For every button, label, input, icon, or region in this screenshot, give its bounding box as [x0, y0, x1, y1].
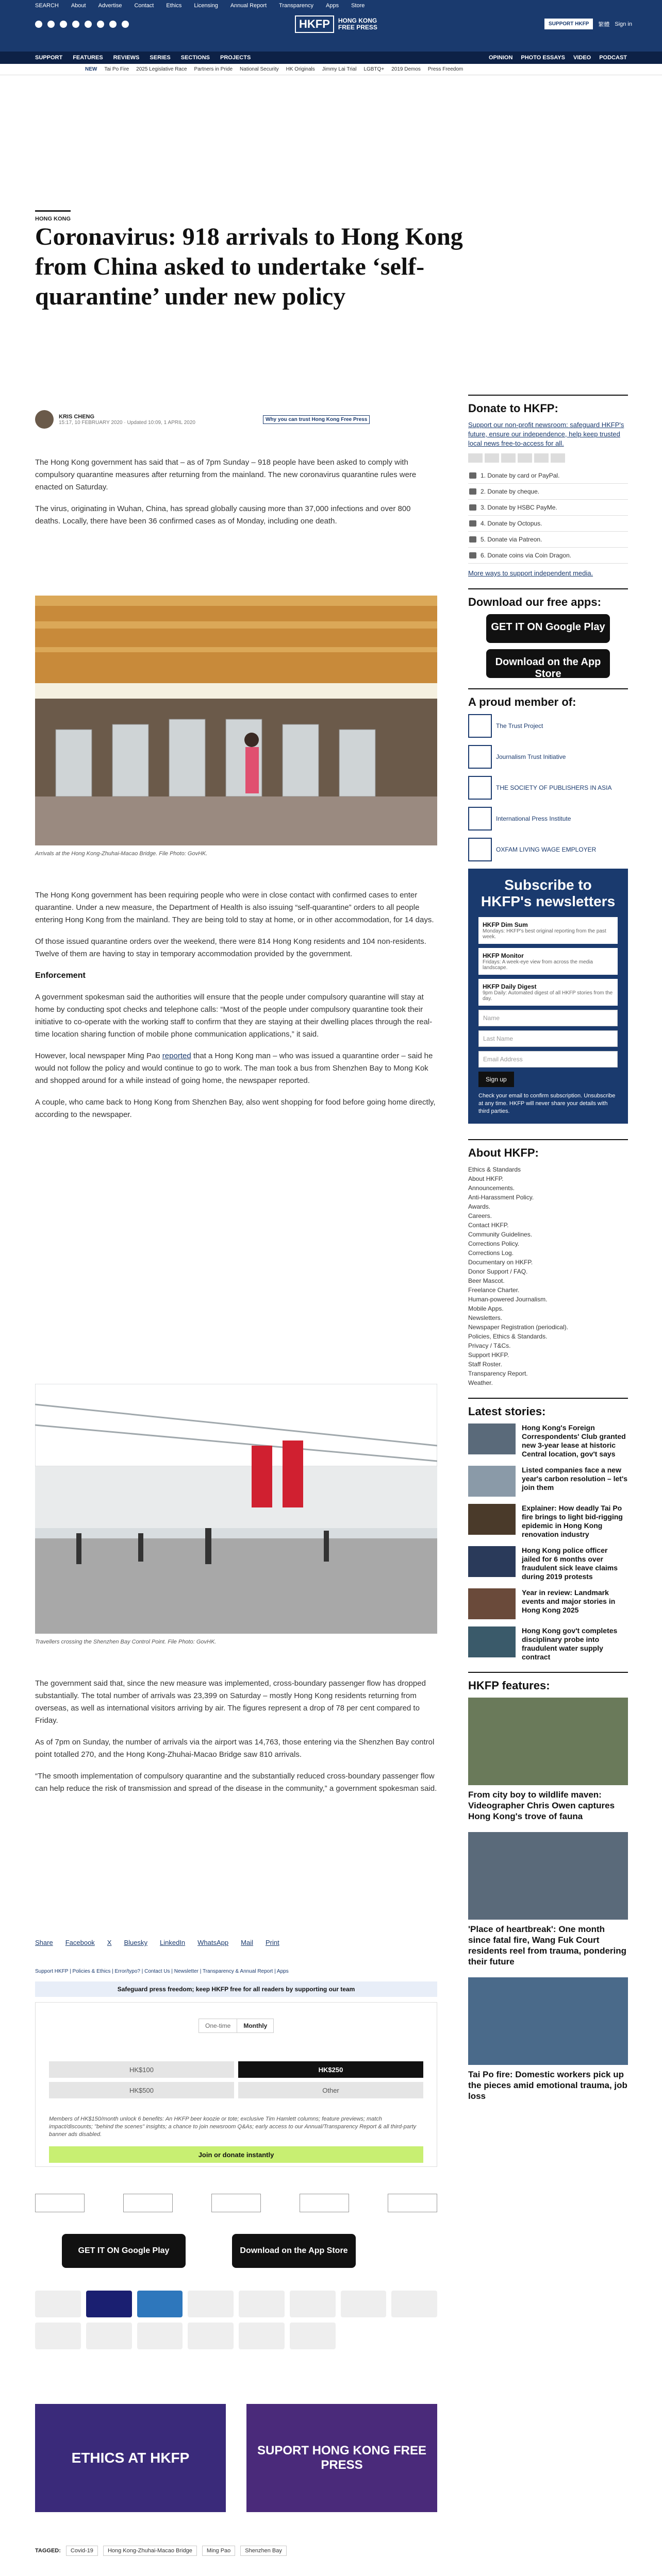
about-link[interactable]: Human-powered Journalism.: [468, 1296, 548, 1303]
about-link[interactable]: Weather.: [468, 1379, 493, 1386]
paragraph: The virus, originating in Wuhan, China, has spread globally causing more than 37,000 infections and over 800 deaths. Locally, there have been 36 confirmed cases as of Monday, including one death.: [35, 504, 411, 526]
feature-title[interactable]: From city boy to wildlife maven: Videographer Chris Owen captures Hong Kong's trove of fauna: [468, 1790, 615, 1821]
newsletter-title: Subscribe to HKFP's newsletters: [481, 877, 616, 909]
photo-caption: Arrivals at the Hong Kong-Zhuhai-Macao Bridge. File Photo: GovHK.: [35, 851, 208, 857]
about-link[interactable]: Documentary on HKFP.: [468, 1259, 533, 1266]
amex-icon: [137, 2291, 183, 2317]
nav-video[interactable]: VIDEO: [573, 55, 591, 61]
trust-project-logo[interactable]: [35, 2194, 85, 2212]
member-name: International Press Institute: [496, 815, 571, 822]
latest-story[interactable]: [468, 1423, 628, 1459]
alipay-icon: [341, 2291, 387, 2317]
apps-title: Download our free apps:: [468, 596, 601, 608]
tag-item[interactable]: Covid-19: [66, 2546, 98, 2556]
section-heading: Enforcement: [35, 971, 86, 980]
story-thumbnail: [468, 1466, 516, 1497]
mastercard-icon: [35, 2291, 81, 2317]
article-body-2: [35, 889, 437, 1130]
donate-widget: [468, 395, 628, 578]
about-link[interactable]: Careers.: [468, 1212, 492, 1219]
paragraph: [35, 1050, 437, 1087]
facebook-icon[interactable]: [35, 21, 42, 28]
tag-item[interactable]: Ming Pao: [202, 2546, 235, 2556]
paragraph: The government said that, since the new measure was implemented, cross-boundary passenger flow has dropped substantially. The total number of arrivals was 23,399 on Saturday – mostly Hong Kong residents returning from overseas, as well as international visitors arriving by air. The figures represent a drop of 78 per cent compared to Friday.: [35, 1679, 426, 1725]
about-link[interactable]: Corrections Policy.: [468, 1240, 520, 1247]
tag-item[interactable]: Hong Kong-Zhuhai-Macao Bridge: [103, 2546, 197, 2556]
about-link[interactable]: Staff Roster.: [468, 1361, 502, 1368]
newsletter-email-input[interactable]: Email Address: [478, 1051, 618, 1067]
apple-pay-icon: [290, 2323, 336, 2349]
search-link[interactable]: SEARCH: [35, 3, 59, 9]
photo-arrivals: [35, 596, 437, 845]
trending-item[interactable]: Partners in Pride: [194, 66, 233, 72]
share-mail[interactable]: Mail: [241, 1939, 253, 1946]
amount-500[interactable]: HK$500: [49, 2082, 234, 2098]
trending-item[interactable]: LGBTQ+: [363, 66, 385, 72]
latest-title: Latest stories:: [468, 1405, 546, 1418]
newsletter-option-desc: 9pm Daily: Automated digest of all HKFP stories from the day.: [483, 990, 613, 1002]
share-whatsapp[interactable]: WhatsApp: [197, 1939, 229, 1946]
nav-opinion[interactable]: OPINION: [488, 55, 513, 61]
payment-methods: [35, 2291, 437, 2349]
nav-features[interactable]: FEATURES: [73, 55, 103, 61]
member-title: A proud member of:: [468, 696, 576, 708]
payment-icon: [468, 453, 483, 463]
member-widget: [468, 688, 628, 861]
member-item[interactable]: [468, 776, 628, 800]
newsletter-option-name: HKFP Monitor: [483, 952, 524, 959]
article-body-3: [35, 1677, 437, 1804]
support-hkfp-button[interactable]: SUPPORT HKFP: [544, 19, 593, 29]
store-link[interactable]: Store: [351, 3, 365, 9]
nav-right: [489, 55, 627, 61]
member-item[interactable]: [468, 714, 628, 738]
feature-title[interactable]: 'Place of heartbreak': One month since fatal fire, Wang Fuk Court residents reel from trauma, pondering their future: [468, 1924, 627, 1967]
apps-link[interactable]: Apps: [326, 3, 339, 9]
patreon-icon: [35, 2323, 81, 2349]
newsletter-option-name: HKFP Daily Digest: [483, 983, 537, 990]
publish-date: 15:17, 10 FEBRUARY 2020 · Updated 10:09, 1 APRIL 2020: [59, 419, 195, 426]
member-item[interactable]: [468, 745, 628, 769]
contact-link[interactable]: Contact: [134, 3, 154, 9]
trending-item[interactable]: HK Originals: [286, 66, 315, 72]
feature-title[interactable]: Tai Po fire: Domestic workers pick up the pieces amid emotional trauma, job loss: [468, 2070, 627, 2101]
nav-photo-essays[interactable]: PHOTO ESSAYS: [521, 55, 565, 61]
features-widget: [468, 1672, 628, 2102]
ethics-link[interactable]: Ethics: [166, 3, 182, 9]
newsletter-signup-button[interactable]: Sign up: [478, 1072, 514, 1087]
about-link[interactable]: Contact HKFP.: [468, 1222, 509, 1229]
donate-option[interactable]: 4. Donate by Octopus.: [468, 516, 628, 532]
unionpay-icon: [188, 2291, 234, 2317]
sopa-logo[interactable]: [211, 2194, 261, 2212]
about-link[interactable]: Beer Mascot.: [468, 1277, 505, 1284]
article-body-1: [35, 456, 437, 537]
support-links[interactable]: Support HKFP | Policies & Ethics | Error/typo? | Contact Us | Newsletter | Transparency & Annual Report | Apps: [35, 1969, 289, 1974]
trending-item[interactable]: 2019 Demos: [391, 66, 421, 72]
freq-one-time[interactable]: One-time: [205, 2022, 231, 2029]
about-link[interactable]: Awards.: [468, 1203, 491, 1210]
transparency-link[interactable]: Transparency: [279, 3, 313, 9]
x-icon[interactable]: [47, 21, 55, 28]
ethics-promo[interactable]: ETHICS AT HKFP: [35, 2404, 226, 2512]
photo-shenzhen-bay: [35, 1384, 437, 1634]
about-link[interactable]: About: [71, 3, 86, 9]
sidebar: [468, 395, 628, 2112]
ming-pao-link[interactable]: reported: [162, 1052, 191, 1060]
bank-icon: [188, 2323, 234, 2349]
share-print[interactable]: Print: [265, 1939, 279, 1946]
app-badges-row: [62, 2234, 356, 2268]
trust-badge[interactable]: Why you can trust Hong Kong Free Press: [263, 415, 370, 424]
latest-story[interactable]: [468, 1466, 628, 1497]
sidebar-google-play[interactable]: GET IT ON Google Play: [486, 614, 610, 643]
telegram-icon[interactable]: [122, 21, 129, 28]
hkfp-logo[interactable]: [295, 15, 377, 33]
member-item[interactable]: [468, 807, 628, 831]
payment-icon: [518, 453, 532, 463]
jti-logo[interactable]: [123, 2194, 173, 2212]
byline: [35, 410, 195, 429]
trending-new-label: NEW: [85, 66, 97, 72]
story-title: Hong Kong's Foreign Correspondents' Club granted new 3-year lease at historic Central location, gov't says: [522, 1423, 626, 1458]
newsletter-option[interactable]: [478, 948, 618, 975]
member-name: OXFAM LIVING WAGE EMPLOYER: [496, 846, 597, 853]
donate-text-link[interactable]: Support our non-profit newsroom: safeguard HKFP's future, ensure our independence, help keep trusted local news free-to-access for all.: [468, 421, 624, 447]
licensing-link[interactable]: Licensing: [194, 3, 218, 9]
article-title: Coronavirus: 918 arrivals to Hong Kong from China asked to undertake ‘self-quarantine’ under new policy: [35, 223, 463, 310]
about-link[interactable]: Newspaper Registration (periodical).: [468, 1324, 569, 1331]
feature-image[interactable]: [468, 1698, 628, 1785]
paragraph-text: that a Hong Kong man – who was issued a quarantine order – said he would not follow the policy and would continue to go to work. The man took a bus from Shenzhen Bay to Mong Kok and shopped around for a while instead of going home, the newspaper reported.: [35, 1052, 433, 1085]
payment-icon: [501, 453, 516, 463]
latest-story[interactable]: [468, 1588, 628, 1619]
octopus-icon: [290, 2291, 336, 2317]
about-link[interactable]: Community Guidelines.: [468, 1231, 533, 1238]
member-name: Journalism Trust Initiative: [496, 753, 566, 760]
language-switch[interactable]: 繁體: [598, 21, 610, 28]
donate-title: Donate to HKFP:: [468, 402, 558, 415]
nav-support[interactable]: SUPPORT: [35, 55, 63, 61]
masthead: [0, 11, 662, 52]
trending-bar: [0, 64, 662, 75]
about-link[interactable]: Privacy / T&Cs.: [468, 1342, 511, 1349]
newsletter-lastname-input[interactable]: Last Name: [478, 1030, 618, 1047]
paragraph: A couple, who came back to Hong Kong from Shenzhen Bay, also went shopping for food before going home directly, according to the newspaper.: [35, 1098, 436, 1119]
paragraph: A government spokesman said the authorities will ensure that the people under compulsory quarantine will stay at home by conducting spot checks and telephone calls: “Most of the people under compulsory quarantine took their initiative to co-operate with the working staff to confirm that they are staying at their dwelling places through the real-time location sharing function of mobile phone communication applications,” it said.: [35, 993, 433, 1039]
feature-image[interactable]: [468, 1832, 628, 1920]
donate-payment-icons: [468, 453, 628, 463]
apps-widget: [468, 588, 628, 678]
trending-item[interactable]: Press Freedom: [427, 66, 464, 72]
story-title: Hong Kong police officer jailed for 6 months over fraudulent sick leave claims during 2019 protests: [522, 1546, 618, 1581]
logo-mark: HKFP: [295, 15, 334, 33]
newsletter-widget: [468, 869, 628, 1124]
tag-item[interactable]: Shenzhen Bay: [240, 2546, 287, 2556]
story-thumbnail: [468, 1423, 516, 1454]
share-facebook[interactable]: Facebook: [65, 1939, 95, 1946]
trending-item[interactable]: National Security: [240, 66, 279, 72]
threads-icon[interactable]: [85, 21, 92, 28]
nav-reviews[interactable]: REVIEWS: [113, 55, 140, 61]
amount-other[interactable]: Other: [238, 2082, 423, 2098]
story-thumbnail: [468, 1504, 516, 1535]
freq-monthly[interactable]: Monthly: [237, 2019, 273, 2032]
latest-story[interactable]: [468, 1626, 628, 1662]
annual-report-link[interactable]: Annual Report: [230, 3, 267, 9]
trending-item[interactable]: Jimmy Lai Trial: [322, 66, 357, 72]
google-play-badge[interactable]: GET IT ON Google Play: [62, 2234, 186, 2268]
features-title: HKFP features:: [468, 1679, 550, 1692]
category-label[interactable]: HONG KONG: [35, 210, 71, 222]
google-pay-icon: [239, 2323, 285, 2349]
feature-image[interactable]: [468, 1977, 628, 2065]
tags-row: [35, 2546, 287, 2556]
about-link[interactable]: Corrections Log.: [468, 1249, 514, 1257]
frequency-toggle: [198, 2019, 274, 2033]
newsletter-option[interactable]: [478, 917, 618, 944]
join-donate-button[interactable]: Join or donate instantly: [49, 2146, 423, 2163]
nav-projects[interactable]: PROJECTS: [220, 55, 251, 61]
donate-option[interactable]: 2. Donate by cheque.: [468, 484, 628, 500]
newsletter-note: Check your email to confirm subscription. Unsubscribe at any time. HKFP will never share your details with third parties.: [478, 1093, 616, 1114]
share-bluesky[interactable]: Bluesky: [124, 1939, 147, 1946]
author-name[interactable]: KRIS CHENG: [59, 413, 95, 420]
visa-icon: [86, 2291, 132, 2317]
paragraph: The Hong Kong government has said that – as of 7pm Sunday – 918 people have been asked to comply with compulsory quarantine measures after returning from the mainland. The new coronavirus quarantine rules were enacted on Saturday.: [35, 458, 417, 492]
donation-banner: Safeguard press freedom; keep HKFP free for all readers by supporting our team: [35, 1981, 437, 1997]
linkedin-icon[interactable]: [97, 21, 104, 28]
app-store-badge[interactable]: Download on the App Store: [232, 2234, 356, 2268]
payme-logo-icon: [137, 2323, 183, 2349]
logo-line-2: FREE PRESS: [338, 24, 377, 31]
member-benefits: Members of HK$150/month unlock 6 benefits: An HKFP beer koozie or tote; exclusive Tim Hamlett columns; feature previews; match impact/discounts; "behind the scenes" insights; a chance to join newsroom Q&As; early access to our Annual/Transparency Report & all third-party banner ads disabled.: [49, 2116, 417, 2138]
story-thumbnail: [468, 1626, 516, 1657]
share-x[interactable]: X: [107, 1939, 112, 1946]
member-item[interactable]: [468, 838, 628, 861]
social-icons: [35, 21, 129, 28]
instagram-icon[interactable]: [60, 21, 67, 28]
about-title: About HKFP:: [468, 1146, 539, 1159]
donate-option[interactable]: 6. Donate coins via Coin Dragon.: [468, 548, 628, 564]
wechat-pay-icon: [391, 2291, 437, 2317]
sidebar-app-store[interactable]: Download on the App Store: [486, 649, 610, 678]
youtube-icon[interactable]: [72, 21, 79, 28]
about-link[interactable]: Ethics & Standards: [468, 1166, 521, 1173]
nav-podcast[interactable]: PODCAST: [599, 55, 627, 61]
donate-more-link[interactable]: More ways to support independent media.: [468, 569, 593, 577]
trending-item[interactable]: 2025 Legislative Race: [136, 66, 187, 72]
payment-icon: [485, 453, 499, 463]
latest-story[interactable]: [468, 1504, 628, 1539]
donate-more: [468, 569, 628, 578]
payment-icon: [534, 453, 549, 463]
support-promo[interactable]: SUPORT HONG KONG FREE PRESS: [246, 2404, 437, 2512]
logo-line-1: HONG KONG: [338, 17, 377, 24]
story-title: Hong Kong gov't completes disciplinary probe into fraudulent water supply contract: [522, 1626, 618, 1661]
member-logos-row: [35, 2194, 437, 2212]
payme-icon: [239, 2291, 285, 2317]
about-link[interactable]: Announcements.: [468, 1184, 515, 1192]
payment-icon: [551, 453, 565, 463]
newsletter-option-name: HKFP Dim Sum: [483, 921, 528, 928]
top-utility-bar: [0, 0, 662, 11]
latest-story[interactable]: [468, 1546, 628, 1581]
paragraph-text: However, local newspaper Ming Pao: [35, 1052, 162, 1060]
paragraph: As of 7pm on Sunday, the number of arrivals via the airport was 14,763, those entering via the Shenzhen Bay control point totalled 270, and the Hong Kong-Zhuhai-Macao Bridge saw 810 arrivals.: [35, 1738, 435, 1759]
donate-option[interactable]: 1. Donate by card or PayPal.: [468, 468, 628, 484]
member-name: The Trust Project: [496, 722, 543, 730]
ipi-logo[interactable]: [300, 2194, 349, 2212]
trust-project-icon: [468, 714, 492, 738]
amount-250[interactable]: HK$250: [238, 2061, 423, 2078]
paragraph: The Hong Kong government has been requiring people who were in close contact with confirmed cases to enter quarantine. Under a new measure, the Department of Health is also issuing “self-quarantine” orders to all people entering Hong Kong from the mainland. They are being told to stay at home, or in other accommodation, for 14 days.: [35, 891, 434, 924]
latest-widget: [468, 1398, 628, 1662]
story-title: Listed companies face a new year's carbon resolution – let's join them: [522, 1466, 628, 1492]
photo-caption: Travellers crossing the Shenzhen Bay Control Point. File Photo: GovHK.: [35, 1639, 217, 1645]
about-link[interactable]: Anti-Harassment Policy.: [468, 1194, 534, 1201]
amount-options: [49, 2061, 423, 2098]
paypal-icon: [86, 2323, 132, 2349]
logo-text: [338, 18, 377, 31]
about-link[interactable]: Mobile Apps.: [468, 1305, 504, 1312]
sign-in-link[interactable]: Sign in: [615, 21, 632, 27]
story-title: Year in review: Landmark events and major stories in Hong Kong 2025: [522, 1588, 616, 1614]
ipi-icon: [468, 807, 492, 831]
about-link[interactable]: About HKFP.: [468, 1175, 504, 1182]
member-name: THE SOCIETY OF PUBLISHERS IN ASIA: [496, 784, 612, 791]
about-link[interactable]: Freelance Charter.: [468, 1286, 520, 1294]
sopa-icon: [468, 776, 492, 800]
donate-option[interactable]: 5. Donate via Patreon.: [468, 532, 628, 548]
nav-series[interactable]: SERIES: [150, 55, 171, 61]
about-link[interactable]: Newsletters.: [468, 1314, 503, 1321]
tags-label: TAGGED:: [35, 2548, 61, 2554]
story-thumbnail: [468, 1588, 516, 1619]
jti-icon: [468, 745, 492, 769]
donate-option[interactable]: 3. Donate by HSBC PayMe.: [468, 500, 628, 516]
nav-sections[interactable]: SECTIONS: [180, 55, 210, 61]
oxfam-icon: [468, 838, 492, 861]
about-widget: [468, 1139, 628, 1387]
amount-100[interactable]: HK$100: [49, 2061, 234, 2078]
bluesky-icon[interactable]: [109, 21, 117, 28]
newsletter-name-input[interactable]: Name: [478, 1010, 618, 1026]
about-link[interactable]: Donor Support / FAQ.: [468, 1268, 528, 1275]
trending-item[interactable]: Tai Po Fire: [104, 66, 129, 72]
donate-text: [468, 420, 628, 448]
oxfam-logo[interactable]: [388, 2194, 437, 2212]
newsletter-option-desc: Fridays: A week-eye view from across the media landscape.: [483, 959, 593, 971]
author-avatar: [35, 410, 54, 429]
header-actions: [544, 19, 632, 29]
share-linkedin[interactable]: LinkedIn: [160, 1939, 186, 1946]
paragraph: Of those issued quarantine orders over the weekend, there were 814 Hong Kong residents and 104 non-residents. Twelve of them are having to stay in temporary accommodation provided by the government.: [35, 937, 426, 958]
share-label: Share: [35, 1939, 53, 1946]
newsletter-option-desc: Mondays: HKFP's best original reporting from the past week.: [483, 928, 606, 940]
story-title: Explainer: How deadly Tai Po fire brings to light bid-rigging epidemic in Hong Kong renovation industry: [522, 1504, 623, 1538]
newsletter-option[interactable]: [478, 979, 618, 1006]
about-link[interactable]: Policies, Ethics & Standards.: [468, 1333, 548, 1340]
advertise-link[interactable]: Advertise: [98, 3, 122, 9]
share-bar: [35, 1939, 279, 1946]
about-link[interactable]: Transparency Report.: [468, 1370, 528, 1377]
about-link[interactable]: Support HKFP.: [468, 1351, 509, 1359]
story-thumbnail: [468, 1546, 516, 1577]
donate-options: [468, 468, 628, 564]
paragraph: “The smooth implementation of compulsory quarantine and the substantially reduced cross-boundary passenger flow can help reduce the risk of transmission and spread of the disease in the community,” a government spokesman said.: [35, 1772, 437, 1793]
about-list: [468, 1165, 628, 1387]
main-nav: [0, 52, 662, 64]
